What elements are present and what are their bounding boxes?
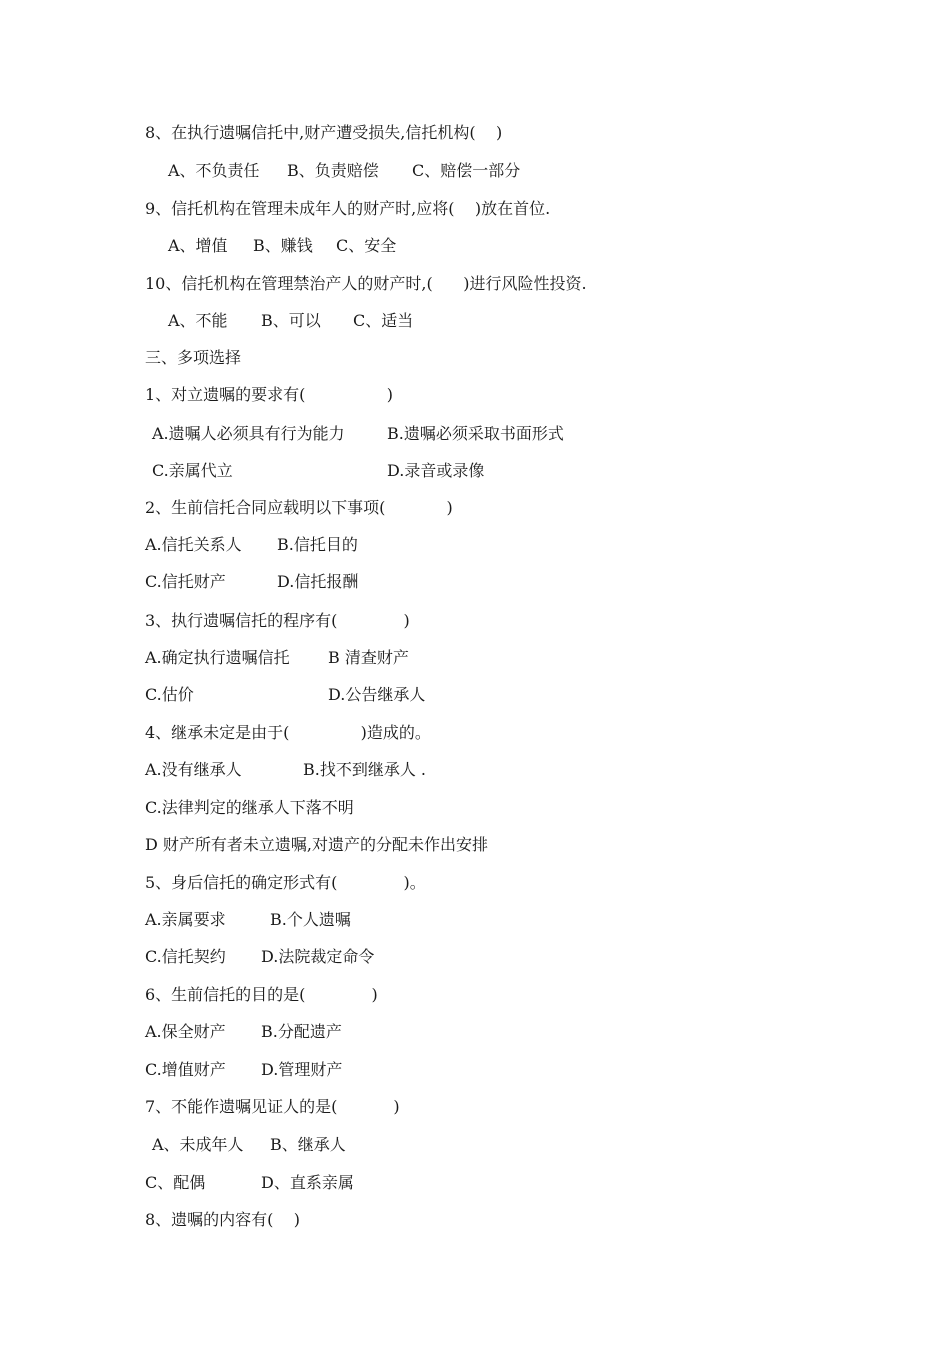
option-b: B、继承人 bbox=[270, 1135, 346, 1154]
option-c: C.估价 bbox=[145, 685, 194, 704]
section-title-multiple-choice: 三、多项选择 bbox=[145, 348, 242, 367]
option-c: C、安全 bbox=[336, 236, 397, 255]
option-a: A.确定执行遗嘱信托 bbox=[145, 648, 290, 667]
option-c: C.法律判定的继承人下落不明 bbox=[145, 798, 354, 817]
option-a: A.没有继承人 bbox=[145, 760, 242, 779]
question-10-single: 10、信托机构在管理禁治产人的财产时,( )进行风险性投资. bbox=[145, 274, 587, 293]
option-b: B、可以 bbox=[261, 311, 321, 330]
option-c: C、适当 bbox=[353, 311, 414, 330]
option-c: C.信托契约 bbox=[145, 947, 226, 966]
option-a: A.亲属要求 bbox=[145, 910, 226, 929]
option-b: B、负责赔偿 bbox=[287, 161, 379, 180]
option-d: D.录音或录像 bbox=[387, 461, 485, 480]
option-b: B.个人遗嘱 bbox=[270, 910, 351, 929]
option-a: A、不能 bbox=[168, 311, 228, 330]
question-5-multi: 5、身后信托的确定形式有( )。 bbox=[145, 873, 426, 892]
option-b: B 清查财产 bbox=[328, 648, 409, 667]
option-a: A.信托关系人 bbox=[145, 535, 242, 554]
option-c: C.增值财产 bbox=[145, 1060, 226, 1079]
option-c: C、配偶 bbox=[145, 1173, 206, 1192]
question-1-multi: 1、对立遗嘱的要求有( ) bbox=[145, 385, 394, 404]
question-8-single: 8、在执行遗嘱信托中,财产遭受损失,信托机构( ) bbox=[145, 123, 503, 142]
option-d: D 财产所有者未立遗嘱,对遗产的分配未作出安排 bbox=[145, 835, 489, 854]
option-a: A、增值 bbox=[168, 236, 228, 255]
option-b: B.分配遗产 bbox=[261, 1022, 342, 1041]
option-a: A.遗嘱人必须具有行为能力 bbox=[152, 424, 345, 443]
option-b: B.信托目的 bbox=[277, 535, 358, 554]
question-6-multi: 6、生前信托的目的是( ) bbox=[145, 985, 378, 1004]
question-2-multi: 2、生前信托合同应载明以下事项( ) bbox=[145, 498, 453, 517]
option-a: A.保全财产 bbox=[145, 1022, 226, 1041]
option-c: C.亲属代立 bbox=[152, 461, 233, 480]
question-7-multi: 7、不能作遗嘱见证人的是( ) bbox=[145, 1097, 400, 1116]
option-d: D、直系亲属 bbox=[261, 1173, 354, 1192]
option-b: B、赚钱 bbox=[253, 236, 313, 255]
question-9-single: 9、信托机构在管理未成年人的财产时,应将( )放在首位. bbox=[145, 199, 551, 218]
option-d: D.公告继承人 bbox=[328, 685, 426, 704]
question-4-multi: 4、继承未定是由于( )造成的。 bbox=[145, 723, 431, 742]
option-a: A、未成年人 bbox=[152, 1135, 244, 1154]
option-d: D.信托报酬 bbox=[277, 572, 359, 591]
option-c: C.信托财产 bbox=[145, 572, 226, 591]
option-d: D.管理财产 bbox=[261, 1060, 343, 1079]
option-c: C、赔偿一部分 bbox=[412, 161, 521, 180]
question-8-multi: 8、遗嘱的内容有( ) bbox=[145, 1210, 301, 1229]
option-a: A、不负责任 bbox=[168, 161, 260, 180]
option-d: D.法院裁定命令 bbox=[261, 947, 375, 966]
option-b: B.遗嘱必须采取书面形式 bbox=[387, 424, 564, 443]
question-3-multi: 3、执行遗嘱信托的程序有( ) bbox=[145, 611, 410, 630]
option-b: B.找不到继承人 . bbox=[303, 760, 427, 779]
